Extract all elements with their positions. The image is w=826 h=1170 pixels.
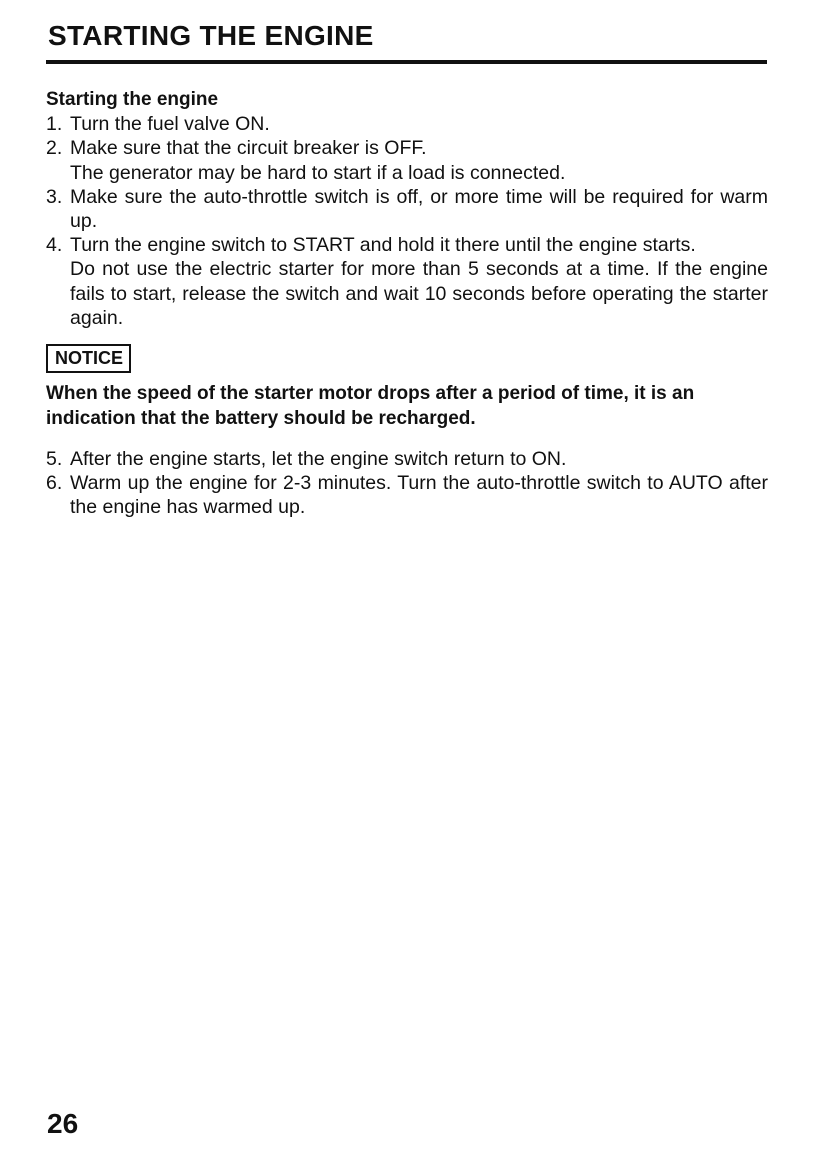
step-2 — [46, 136, 768, 184]
step-text: Make sure that the circuit breaker is OFF. — [70, 137, 427, 160]
section-heading: Starting the engine — [46, 89, 219, 110]
step-1 — [46, 112, 768, 136]
steps-list-before — [46, 112, 768, 330]
step-3 — [46, 185, 768, 233]
step-text: Turn the engine switch to START and hold it there until the engine starts. — [70, 234, 696, 257]
page-number: 26 — [47, 1108, 79, 1139]
page-title: STARTING THE ENGINE — [48, 20, 374, 51]
step-number: 1. — [46, 113, 63, 136]
step-note: The generator may be hard to start if a load is connected. — [70, 161, 566, 184]
notice-text: When the speed of the starter motor drops after a period of time, it is an indication that the battery should be recharged. — [46, 383, 695, 430]
step-number: 3. — [46, 185, 63, 208]
step-number: 2. — [46, 137, 63, 160]
step-number: 4. — [46, 234, 63, 257]
step-text: Turn the fuel valve ON. — [70, 113, 270, 136]
steps-list-after — [46, 447, 768, 520]
title-rule — [46, 60, 767, 64]
step-5 — [46, 447, 768, 471]
notice-label: NOTICE — [46, 344, 131, 373]
step-number: 6. — [46, 472, 63, 495]
step-text: Warm up the engine for 2-3 minutes. Turn the auto-throttle switch to AUTO after the engine has warmed up. — [70, 472, 768, 519]
step-note: Do not use the electric starter for more than 5 seconds at a time. If the engine fails to start, release the switch and wait 10 seconds before operating the starter again. — [70, 258, 768, 329]
step-6 — [46, 471, 768, 519]
step-4 — [46, 233, 768, 330]
step-text: Make sure the auto-throttle switch is off, or more time will be required for warm up. — [70, 185, 768, 233]
content — [46, 88, 768, 520]
step-number: 5. — [46, 448, 63, 471]
step-text: After the engine starts, let the engine switch return to ON. — [70, 448, 567, 471]
